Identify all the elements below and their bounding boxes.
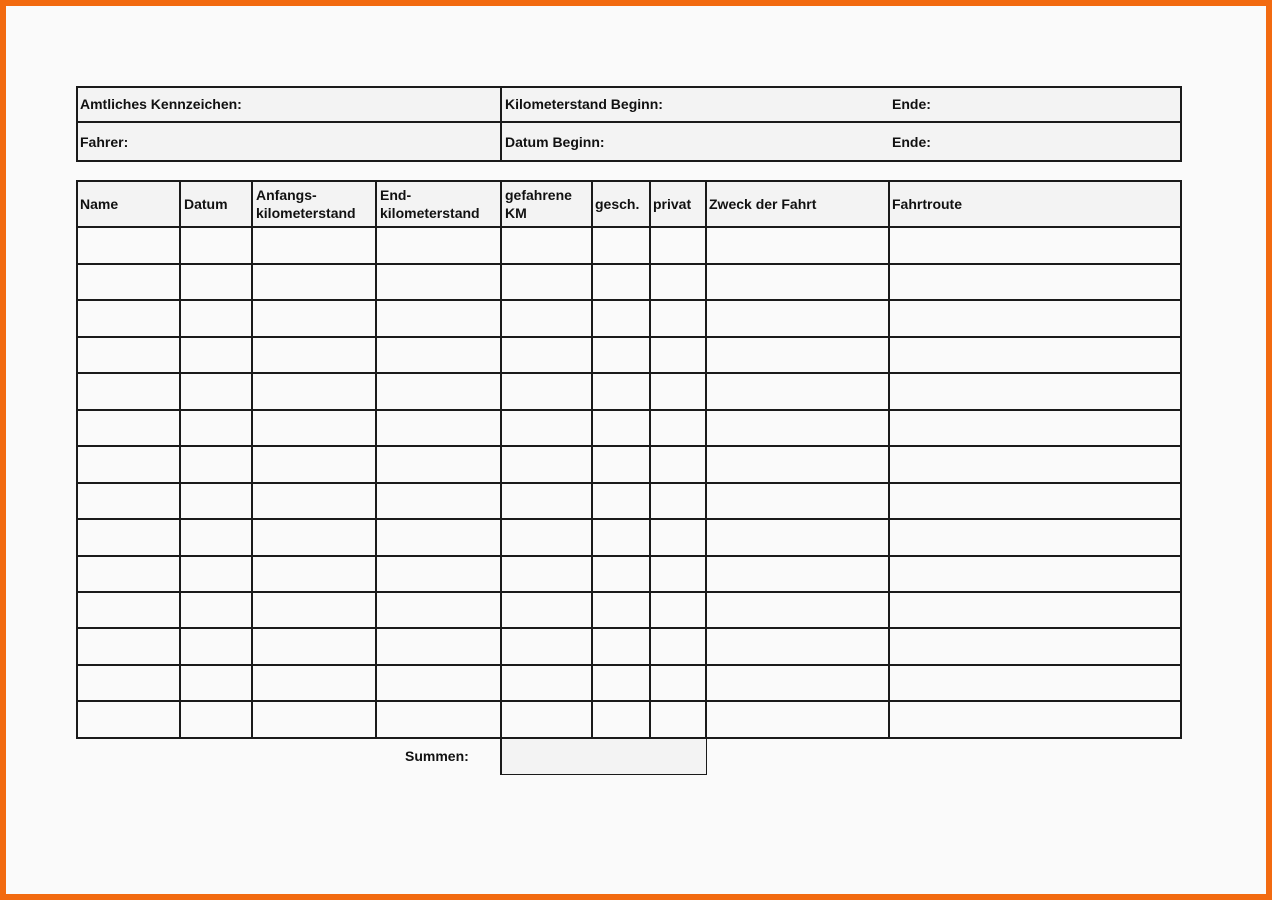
- col-header-anfangs-km: Anfangs- kilometerstand: [256, 187, 356, 221]
- table-column-border: [375, 180, 377, 739]
- table-row-border: [76, 627, 1182, 629]
- table-row-border: [76, 372, 1182, 374]
- table-column-border: [500, 180, 502, 739]
- col-header-name: Name: [80, 196, 119, 212]
- info-box-divider: [500, 86, 502, 162]
- datum-beginn-label: Datum Beginn:: [505, 134, 605, 150]
- table-column-border: [705, 180, 707, 739]
- col-header-gesch: gesch.: [595, 196, 640, 212]
- table-column-border: [251, 180, 253, 739]
- table-column-border: [1180, 180, 1182, 739]
- table-row-border: [76, 336, 1182, 338]
- table-column-border: [591, 180, 593, 739]
- col-header-end-km: End- kilometerstand: [380, 187, 480, 221]
- table-row-border: [76, 409, 1182, 411]
- info-box-bottom-border: [76, 160, 1182, 162]
- table-row-border: [76, 664, 1182, 666]
- table-row-border: [76, 226, 1182, 228]
- col-header-fahrtroute: Fahrtroute: [892, 196, 962, 212]
- table-row-border: [76, 445, 1182, 447]
- table-row-border: [76, 482, 1182, 484]
- info-box-mid-border: [76, 121, 1182, 123]
- table-row-border: [76, 263, 1182, 265]
- table-column-border: [76, 180, 78, 739]
- table-top-border: [76, 180, 1182, 182]
- table-row-border: [76, 555, 1182, 557]
- km-ende-label: Ende:: [892, 96, 931, 112]
- table-row-border: [76, 591, 1182, 593]
- km-beginn-label: Kilometerstand Beginn:: [505, 96, 663, 112]
- summen-fill: [502, 739, 706, 774]
- table-row-border: [76, 700, 1182, 702]
- col-header-datum: Datum: [184, 196, 228, 212]
- summen-label: Summen:: [405, 748, 469, 764]
- table-column-border: [888, 180, 890, 739]
- table-column-border: [179, 180, 181, 739]
- table-row-border: [76, 299, 1182, 301]
- col-header-zweck: Zweck der Fahrt: [709, 196, 817, 212]
- table-row-border: [76, 518, 1182, 520]
- info-box-left-border: [76, 86, 78, 162]
- col-header-gefahrene-km: gefahrene KM: [505, 187, 572, 221]
- table-column-border: [649, 180, 651, 739]
- info-box-right-border: [1180, 86, 1182, 162]
- col-header-privat: privat: [653, 196, 692, 212]
- kennzeichen-label: Amtliches Kennzeichen:: [80, 96, 242, 112]
- datum-ende-label: Ende:: [892, 134, 931, 150]
- fahrer-label: Fahrer:: [80, 134, 129, 150]
- info-box-top-border: [76, 86, 1182, 88]
